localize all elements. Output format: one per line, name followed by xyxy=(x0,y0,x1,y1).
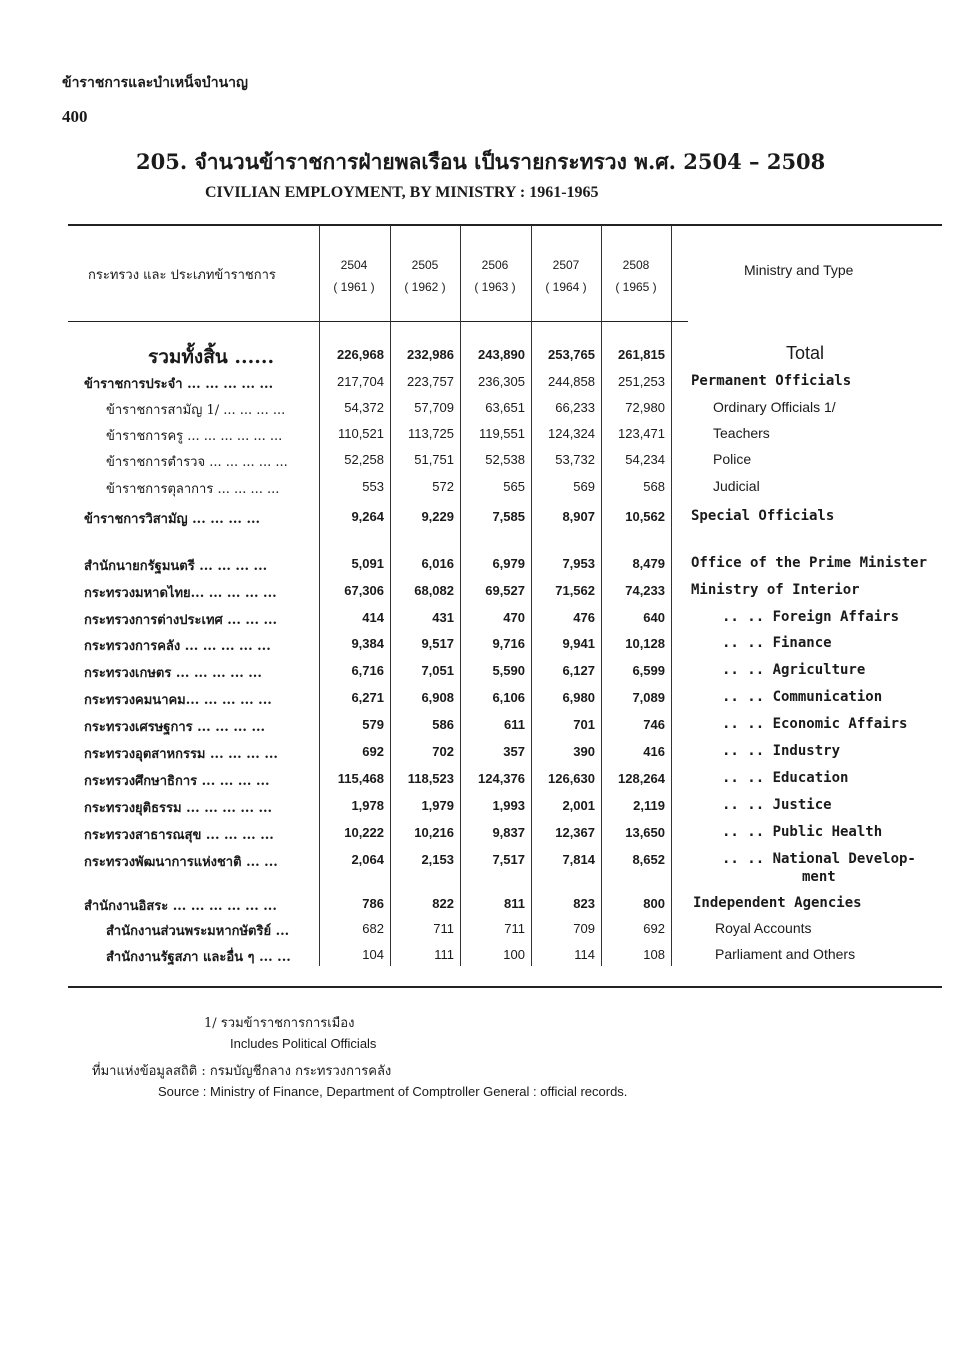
row-value: 111 xyxy=(434,947,454,962)
footnote-english: Includes Political Officials xyxy=(230,1036,377,1051)
row-value: 7,089 xyxy=(632,690,665,705)
row-value: 57,709 xyxy=(414,400,454,415)
row-label-thai: กระทรวงเกษตร ... ... ... ... ... xyxy=(84,666,262,681)
year-header xyxy=(532,254,600,298)
row-value: 2,064 xyxy=(351,852,384,867)
row-value: 702 xyxy=(432,744,454,759)
row-value: 54,234 xyxy=(625,452,665,467)
year-ce: ( 1963 ) xyxy=(474,280,516,294)
row-value: 692 xyxy=(362,744,384,759)
row-label-english: Ministry of Interior xyxy=(691,582,860,598)
row-value: 54,372 xyxy=(344,400,384,415)
row-label-english: Royal Accounts xyxy=(715,920,812,936)
row-label-english: .. .. Communication xyxy=(722,689,883,705)
row-label-english: Special Officials xyxy=(691,508,835,524)
row-value: 226,968 xyxy=(337,347,384,362)
row-value: 253,765 xyxy=(548,347,595,362)
row-value: 568 xyxy=(643,479,665,494)
row-label-thai: รวมทั้งสิ้น ...... xyxy=(148,346,275,368)
year-be: 2508 xyxy=(622,258,650,272)
footnote-marker: 1/ xyxy=(204,1016,217,1031)
row-value: 128,264 xyxy=(618,771,665,786)
row-label-thai: ข้าราชการตุลาการ ... ... ... ... xyxy=(106,482,280,497)
row-value: 9,517 xyxy=(421,636,454,651)
row-label-english: Police xyxy=(713,451,752,467)
table-row xyxy=(0,579,966,605)
row-label-english: .. .. Foreign Affairs xyxy=(722,609,900,625)
row-value: 52,258 xyxy=(344,452,384,467)
row-value: 232,986 xyxy=(407,347,454,362)
row-value: 470 xyxy=(503,610,525,625)
row-label-english: .. .. Industry xyxy=(722,743,841,759)
row-value: 390 xyxy=(573,744,595,759)
row-value: 223,757 xyxy=(407,374,454,389)
row-value: 640 xyxy=(643,610,665,625)
year-header xyxy=(391,254,459,298)
row-value: 6,908 xyxy=(421,690,454,705)
row-value: 572 xyxy=(432,479,454,494)
row-value: 8,479 xyxy=(632,556,665,571)
row-value: 236,305 xyxy=(478,374,525,389)
row-value: 7,517 xyxy=(492,852,525,867)
row-value: 10,216 xyxy=(414,825,454,840)
row-value: 611 xyxy=(504,717,525,732)
table-row xyxy=(0,767,966,793)
row-value: 9,837 xyxy=(492,825,525,840)
row-value: 746 xyxy=(643,717,665,732)
row-value: 9,941 xyxy=(562,636,595,651)
row-label-english: Ordinary Officials 1/ xyxy=(713,399,836,415)
row-value: 53,732 xyxy=(555,452,595,467)
row-label-thai: ข้าราชการตำรวจ ... ... ... ... ... xyxy=(106,455,288,470)
row-value: 692 xyxy=(643,921,665,936)
source-text-english: Ministry of Finance, Department of Comptroller General : official records. xyxy=(210,1084,628,1099)
source-english xyxy=(158,1084,627,1099)
row-label-english: .. .. Education xyxy=(722,770,849,786)
row-value: 416 xyxy=(643,744,665,759)
footnote-thai xyxy=(204,1012,354,1033)
row-label-english: .. .. Public Health xyxy=(722,824,883,840)
table-title-thai: 205. จำนวนข้าราชการฝ่ายพลเรือน เป็นรายกระทรวง พ.ศ. 2504 – 2508 xyxy=(136,149,826,174)
row-value: 476 xyxy=(573,610,595,625)
row-label-thai: ข้าราชการวิสามัญ ... ... ... ... xyxy=(84,512,261,527)
row-label-thai: ข้าราชการประจำ ... ... ... ... ... xyxy=(84,377,274,392)
year-header xyxy=(461,254,529,298)
row-label-thai: สำนักงานรัฐสภา และอื่น ๆ ... ... xyxy=(106,950,291,965)
table-bottom-rule xyxy=(68,986,942,988)
table-row xyxy=(0,892,966,918)
row-label-thai: กระทรวงคมนาคม... ... ... ... ... xyxy=(84,693,272,708)
row-value: 822 xyxy=(432,896,454,911)
source-text-thai: กรมบัญชีกลาง กระทรวงการคลัง xyxy=(209,1064,392,1079)
row-value: 1,979 xyxy=(421,798,454,813)
row-value: 115,468 xyxy=(337,771,384,786)
row-label-thai: กระทรวงการคลัง ... ... ... ... ... xyxy=(84,639,271,654)
row-label-thai: ข้าราชการครู ... ... ... ... ... ... xyxy=(106,429,283,444)
footnote-text-thai: รวมข้าราชการการเมือง xyxy=(220,1016,355,1031)
row-value: 72,980 xyxy=(625,400,665,415)
table-title-english: CIVILIAN EMPLOYMENT, BY MINISTRY : 1961-1965 xyxy=(205,184,599,201)
row-value: 6,271 xyxy=(351,690,384,705)
row-value: 569 xyxy=(573,479,595,494)
row-value: 7,814 xyxy=(562,852,595,867)
row-value: 6,716 xyxy=(351,663,384,678)
row-value: 2,119 xyxy=(633,798,665,813)
row-value: 217,704 xyxy=(337,374,384,389)
table-row xyxy=(0,448,966,474)
table-row xyxy=(0,475,966,501)
row-value: 10,562 xyxy=(625,509,665,524)
row-value: 6,979 xyxy=(492,556,525,571)
source-label-english: Source : xyxy=(158,1084,207,1099)
row-value: 6,980 xyxy=(562,690,595,705)
row-value: 126,630 xyxy=(548,771,595,786)
row-value: 124,324 xyxy=(548,426,595,441)
year-ce: ( 1962 ) xyxy=(404,280,446,294)
row-value: 108 xyxy=(643,947,665,962)
row-value: 565 xyxy=(503,479,525,494)
row-value: 251,253 xyxy=(618,374,665,389)
table-row xyxy=(0,943,966,969)
table-row xyxy=(0,370,966,396)
year-ce: ( 1965 ) xyxy=(615,280,657,294)
row-label-english: .. .. Justice xyxy=(722,797,832,813)
row-value: 66,233 xyxy=(555,400,595,415)
row-value: 113,725 xyxy=(407,426,454,441)
row-label-thai: สำนักงานอิสระ ... ... ... ... ... ... xyxy=(84,899,277,914)
row-value: 243,890 xyxy=(478,347,525,362)
row-label-thai: ข้าราชการสามัญ 1/ ... ... ... ... xyxy=(106,403,286,418)
year-be: 2506 xyxy=(481,258,509,272)
table-row xyxy=(0,794,966,820)
row-value: 2,001 xyxy=(562,798,595,813)
row-value: 682 xyxy=(362,921,384,936)
source-label-thai: ที่มาแห่งข้อมูลสถิติ : xyxy=(92,1064,206,1079)
row-value: 431 xyxy=(432,610,454,625)
row-label-english: .. .. Finance xyxy=(722,635,832,651)
row-value: 9,716 xyxy=(492,636,525,651)
row-value: 1,993 xyxy=(492,798,525,813)
row-value: 10,222 xyxy=(344,825,384,840)
row-value: 811 xyxy=(504,896,525,911)
row-value: 118,523 xyxy=(407,771,454,786)
running-title: ข้าราชการและบำเหน็จบำนาญ xyxy=(62,75,248,91)
row-value: 711 xyxy=(433,921,454,936)
table-row xyxy=(0,396,966,422)
year-ce: ( 1964 ) xyxy=(545,280,587,294)
year-be: 2507 xyxy=(552,258,580,272)
row-value: 8,652 xyxy=(632,852,665,867)
row-label-thai: กระทรวงยุติธรรม ... ... ... ... ... xyxy=(84,801,273,816)
row-value: 579 xyxy=(362,717,384,732)
table-top-rule xyxy=(68,224,942,226)
row-value: 711 xyxy=(504,921,525,936)
row-value: 52,538 xyxy=(485,452,525,467)
row-value: 12,367 xyxy=(555,825,595,840)
row-value: 261,815 xyxy=(618,347,665,362)
row-label-english: .. .. Agriculture xyxy=(722,662,866,678)
row-value: 51,751 xyxy=(414,452,454,467)
row-value: 100 xyxy=(503,947,525,962)
row-value: 104 xyxy=(362,947,384,962)
row-value: 74,233 xyxy=(625,583,665,598)
row-label-english: Parliament and Others xyxy=(715,946,856,962)
row-value: 244,858 xyxy=(548,374,595,389)
source-thai xyxy=(92,1060,391,1081)
row-value: 7,585 xyxy=(492,509,525,524)
row-label-english: .. .. Economic Affairs xyxy=(722,716,908,732)
year-header xyxy=(320,254,388,298)
table-row xyxy=(0,552,966,578)
row-value: 9,229 xyxy=(421,509,454,524)
year-be: 2504 xyxy=(340,258,368,272)
year-header xyxy=(602,254,670,298)
row-value: 8,907 xyxy=(562,509,595,524)
row-label-thai: กระทรวงศึกษาธิการ ... ... ... ... xyxy=(84,774,270,789)
row-value: 123,471 xyxy=(618,426,665,441)
row-value: 13,650 xyxy=(625,825,665,840)
row-label-thai: สำนักงานส่วนพระมหากษัตริย์ ... xyxy=(106,924,290,939)
right-column-header: Ministry and Type xyxy=(744,262,854,278)
row-label-thai: กระทรวงเศรษฐการ ... ... ... ... xyxy=(84,720,266,735)
row-value: 5,590 xyxy=(492,663,525,678)
row-value: 69,527 xyxy=(485,583,525,598)
row-value: 63,651 xyxy=(485,400,525,415)
row-label-english: Judicial xyxy=(713,478,760,494)
table-row xyxy=(0,659,966,685)
year-ce: ( 1961 ) xyxy=(333,280,375,294)
row-value: 119,551 xyxy=(478,426,525,441)
row-value: 823 xyxy=(573,896,595,911)
row-value: 6,599 xyxy=(632,663,665,678)
row-value: 553 xyxy=(362,479,384,494)
row-value: 10,128 xyxy=(625,636,665,651)
row-value: 124,376 xyxy=(478,771,525,786)
row-value: 67,306 xyxy=(344,583,384,598)
row-value: 586 xyxy=(432,717,454,732)
table-row xyxy=(0,917,966,943)
row-value: 7,051 xyxy=(421,663,454,678)
row-label-english: Teachers xyxy=(713,425,770,441)
row-value: 1,978 xyxy=(351,798,384,813)
table-row xyxy=(0,422,966,448)
row-label-thai: กระทรวงอุตสาหกรรม ... ... ... ... xyxy=(84,747,278,762)
row-value: 709 xyxy=(573,921,595,936)
row-value: 7,953 xyxy=(562,556,595,571)
table-row xyxy=(0,848,966,885)
table-row xyxy=(0,632,966,658)
page-number: 400 xyxy=(62,107,88,126)
row-value: 6,106 xyxy=(492,690,525,705)
row-label-english: Total xyxy=(786,343,825,363)
row-value: 9,264 xyxy=(351,509,384,524)
header-rule xyxy=(68,321,688,322)
table-row xyxy=(0,713,966,739)
row-value: 68,082 xyxy=(414,583,454,598)
row-value: 786 xyxy=(362,896,384,911)
row-label-english: Independent Agencies xyxy=(693,895,862,911)
row-value: 414 xyxy=(362,610,384,625)
row-value: 71,562 xyxy=(555,583,595,598)
row-value: 800 xyxy=(643,896,665,911)
row-label-english-cont: ment xyxy=(802,869,836,885)
table-row xyxy=(0,343,966,369)
row-label-english: Office of the Prime Minister xyxy=(691,555,928,571)
row-value: 6,127 xyxy=(562,663,595,678)
row-label-english: Permanent Officials xyxy=(691,373,852,389)
table-row xyxy=(0,606,966,632)
table-row xyxy=(0,686,966,712)
row-value: 114 xyxy=(574,947,595,962)
row-label-thai: กระทรวงสาธารณสุข ... ... ... ... xyxy=(84,828,274,843)
row-value: 2,153 xyxy=(421,852,454,867)
row-value: 6,016 xyxy=(421,556,454,571)
table-row xyxy=(0,740,966,766)
row-label-thai: กระทรวงมหาดไทย... ... ... ... ... xyxy=(84,586,277,601)
row-value: 357 xyxy=(503,744,525,759)
row-value: 9,384 xyxy=(351,636,384,651)
row-label-thai: กระทรวงการต่างประเทศ ... ... ... xyxy=(84,613,278,628)
table-row xyxy=(0,505,966,531)
row-label-thai: สำนักนายกรัฐมนตรี ... ... ... ... xyxy=(84,559,268,574)
row-value: 701 xyxy=(573,717,595,732)
row-value: 5,091 xyxy=(351,556,384,571)
row-label-english: .. .. National Develop- xyxy=(722,851,916,867)
left-column-header: กระทรวง และ ประเภทข้าราชการ xyxy=(88,268,276,283)
table-row xyxy=(0,821,966,847)
year-be: 2505 xyxy=(411,258,439,272)
row-value: 110,521 xyxy=(337,426,384,441)
row-label-thai: กระทรวงพัฒนาการแห่งชาติ ... ... xyxy=(84,855,278,870)
